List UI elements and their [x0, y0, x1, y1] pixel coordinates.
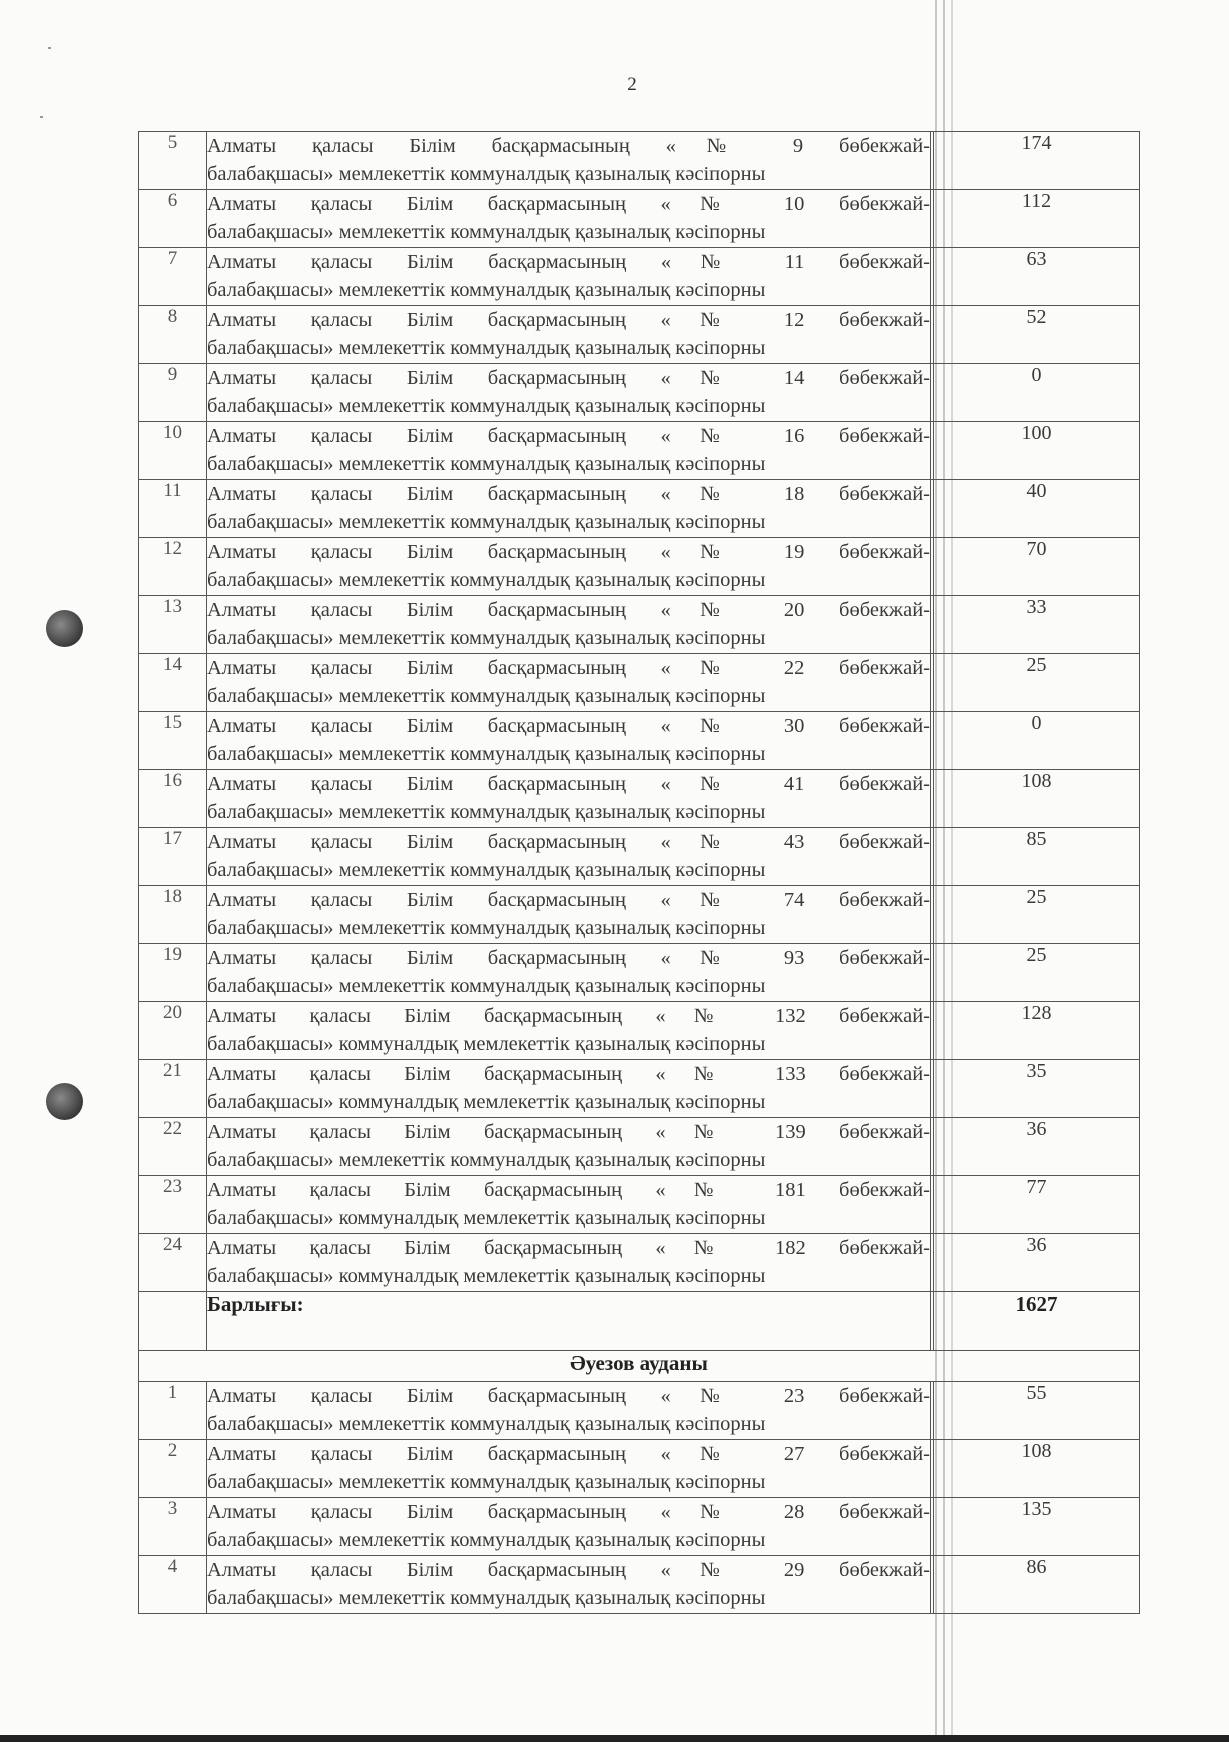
table-row — [139, 248, 1140, 306]
section-title: Әуезов ауданы — [139, 1351, 1140, 1382]
row-value: 85 — [934, 828, 1140, 886]
institution-name — [207, 422, 931, 480]
row-value: 108 — [934, 1440, 1140, 1498]
institution-name-line1: Алматы қаласы Білім басқармасының «№ 19 бөбекжай- — [207, 541, 930, 563]
institution-name-line1: Алматы қаласы Білім басқармасының «№ 14 бөбекжай- — [207, 367, 930, 389]
row-number: 3 — [139, 1498, 207, 1556]
institution-name-line2: балабақшасы» мемлекеттік коммуналдық қазыналық кәсіпорны — [207, 1149, 766, 1171]
institution-name-line1: Алматы қаласы Білім басқармасының «№ 9 бөбекжай- — [207, 135, 930, 157]
row-value: 40 — [934, 480, 1140, 538]
row-number: 13 — [139, 596, 207, 654]
table-row — [139, 1002, 1140, 1060]
total-num-cell — [139, 1292, 207, 1351]
institution-name-line1: Алматы қаласы Білім басқармасының «№ 28 бөбекжай- — [207, 1501, 930, 1523]
institution-name — [207, 712, 931, 770]
institution-name-line2: балабақшасы» коммуналдық мемлекеттік қазыналық кәсіпорны — [207, 1033, 766, 1055]
table-row — [139, 654, 1140, 712]
institution-name — [207, 1176, 931, 1234]
table-row — [139, 828, 1140, 886]
table-row — [139, 538, 1140, 596]
row-value: 36 — [934, 1118, 1140, 1176]
row-number: 22 — [139, 1118, 207, 1176]
institution-name-line1: Алматы қаласы Білім басқармасының «№ 93 бөбекжай- — [207, 947, 930, 969]
punch-hole — [46, 1083, 83, 1120]
row-value: 100 — [934, 422, 1140, 480]
row-value: 33 — [934, 596, 1140, 654]
institution-name — [207, 190, 931, 248]
row-value: 25 — [934, 944, 1140, 1002]
table-row — [139, 1176, 1140, 1234]
institution-name — [207, 770, 931, 828]
row-number: 10 — [139, 422, 207, 480]
row-value: 25 — [934, 886, 1140, 944]
table-row — [139, 886, 1140, 944]
row-value: 174 — [934, 132, 1140, 190]
row-value: 70 — [934, 538, 1140, 596]
scan-speck — [40, 116, 43, 118]
row-number: 24 — [139, 1234, 207, 1292]
row-number: 11 — [139, 480, 207, 538]
row-value: 35 — [934, 1060, 1140, 1118]
row-number: 2 — [139, 1440, 207, 1498]
institution-name — [207, 1498, 931, 1556]
institution-name-line2: балабақшасы» мемлекеттік коммуналдық қазыналық кәсіпорны — [207, 743, 766, 765]
institution-name-line1: Алматы қаласы Білім басқармасының «№ 23 бөбекжай- — [207, 1385, 930, 1407]
row-number: 7 — [139, 248, 207, 306]
institution-name-line1: Алматы қаласы Білім басқармасының «№ 133 бөбекжай- — [207, 1063, 930, 1085]
institution-name — [207, 596, 931, 654]
institution-name-line1: Алматы қаласы Білім басқармасының «№ 27 бөбекжай- — [207, 1443, 930, 1465]
institution-name-line1: Алматы қаласы Білім басқармасының «№ 11 бөбекжай- — [207, 251, 930, 273]
institution-name-line1: Алматы қаласы Білім басқармасының «№ 18 бөбекжай- — [207, 483, 930, 505]
institution-name-line1: Алматы қаласы Білім басқармасының «№ 139 бөбекжай- — [207, 1121, 930, 1143]
row-number: 20 — [139, 1002, 207, 1060]
table-row — [139, 132, 1140, 190]
row-number: 14 — [139, 654, 207, 712]
institution-name-line2: балабақшасы» мемлекеттік коммуналдық қазыналық кәсіпорны — [207, 627, 766, 649]
table-row — [139, 1118, 1140, 1176]
row-value: 108 — [934, 770, 1140, 828]
institution-name-line2: балабақшасы» мемлекеттік коммуналдық қазыналық кәсіпорны — [207, 1587, 766, 1609]
institution-name-line2: балабақшасы» мемлекеттік коммуналдық қазыналық кәсіпорны — [207, 1529, 766, 1551]
institution-name-line1: Алматы қаласы Білім басқармасының «№ 10 бөбекжай- — [207, 193, 930, 215]
institution-name — [207, 1440, 931, 1498]
institution-name-line1: Алматы қаласы Білім басқармасының «№ 43 бөбекжай- — [207, 831, 930, 853]
table-row — [139, 712, 1140, 770]
table-row — [139, 944, 1140, 1002]
row-number: 17 — [139, 828, 207, 886]
institution-name-line2: балабақшасы» коммуналдық мемлекеттік қазыналық кәсіпорны — [207, 1207, 766, 1229]
row-number: 21 — [139, 1060, 207, 1118]
institution-name-line2: балабақшасы» мемлекеттік коммуналдық қазыналық кәсіпорны — [207, 337, 766, 359]
institution-name-line2: балабақшасы» мемлекеттік коммуналдық қазыналық кәсіпорны — [207, 395, 766, 417]
row-value: 55 — [934, 1382, 1140, 1440]
table-row — [139, 1060, 1140, 1118]
institution-name — [207, 1556, 931, 1614]
table-row — [139, 422, 1140, 480]
table-row — [139, 306, 1140, 364]
row-value: 0 — [934, 712, 1140, 770]
table-row — [139, 1234, 1140, 1292]
table-row — [139, 1382, 1140, 1440]
row-value: 128 — [934, 1002, 1140, 1060]
row-number: 5 — [139, 132, 207, 190]
institution-name-line1: Алматы қаласы Білім басқармасының «№ 22 бөбекжай- — [207, 657, 930, 679]
institution-name-line2: балабақшасы» коммуналдық мемлекеттік қазыналық кәсіпорны — [207, 1265, 766, 1287]
institution-name-line2: балабақшасы» мемлекеттік коммуналдық қазыналық кәсіпорны — [207, 163, 766, 185]
institution-name — [207, 828, 931, 886]
institution-name — [207, 480, 931, 538]
institution-name — [207, 1002, 931, 1060]
page-number: 2 — [627, 74, 637, 95]
row-value: 77 — [934, 1176, 1140, 1234]
table-row — [139, 1498, 1140, 1556]
institution-name — [207, 1382, 931, 1440]
section-row — [139, 1351, 1140, 1382]
institution-name — [207, 364, 931, 422]
total-section — [139, 1292, 1140, 1382]
institution-name-line2: балабақшасы» мемлекеттік коммуналдық қазыналық кәсіпорны — [207, 975, 766, 997]
institution-name-line1: Алматы қаласы Білім басқармасының «№ 182 бөбекжай- — [207, 1237, 930, 1259]
row-value: 86 — [934, 1556, 1140, 1614]
row-value: 112 — [934, 190, 1140, 248]
institution-name-line2: балабақшасы» мемлекеттік коммуналдық қазыналық кәсіпорны — [207, 221, 766, 243]
punch-hole — [46, 610, 83, 647]
institution-name-line1: Алматы қаласы Білім басқармасының «№ 12 бөбекжай- — [207, 309, 930, 331]
table-row — [139, 596, 1140, 654]
institution-name — [207, 248, 931, 306]
institution-name-line2: балабақшасы» мемлекеттік коммуналдық қазыналық кәсіпорны — [207, 511, 766, 533]
institution-name-line1: Алматы қаласы Білім басқармасының «№ 181 бөбекжай- — [207, 1179, 930, 1201]
institution-name-line1: Алматы қаласы Білім басқармасының «№ 16 бөбекжай- — [207, 425, 930, 447]
institution-name-line2: балабақшасы» мемлекеттік коммуналдық қазыналық кәсіпорны — [207, 1413, 766, 1435]
institution-name-line1: Алматы қаласы Білім басқармасының «№ 30 бөбекжай- — [207, 715, 930, 737]
institution-name-line2: балабақшасы» мемлекеттік коммуналдық қазыналық кәсіпорны — [207, 859, 766, 881]
table-row — [139, 770, 1140, 828]
table-row — [139, 1440, 1140, 1498]
institution-name-line1: Алматы қаласы Білім басқармасының «№ 74 бөбекжай- — [207, 889, 930, 911]
row-number: 4 — [139, 1556, 207, 1614]
row-number: 23 — [139, 1176, 207, 1234]
institution-name — [207, 944, 931, 1002]
institution-name-line2: балабақшасы» мемлекеттік коммуналдық қазыналық кәсіпорны — [207, 685, 766, 707]
row-number: 15 — [139, 712, 207, 770]
table-row — [139, 364, 1140, 422]
table-row — [139, 480, 1140, 538]
row-value: 36 — [934, 1234, 1140, 1292]
institution-name-line2: балабақшасы» мемлекеттік коммуналдық қазыналық кәсіпорны — [207, 917, 766, 939]
institution-name — [207, 132, 931, 190]
row-value: 63 — [934, 248, 1140, 306]
institution-name — [207, 538, 931, 596]
row-number: 8 — [139, 306, 207, 364]
row-number: 16 — [139, 770, 207, 828]
group1-rows — [139, 132, 1140, 1292]
institution-name — [207, 306, 931, 364]
row-number: 18 — [139, 886, 207, 944]
total-value: 1627 — [934, 1292, 1140, 1351]
row-number: 6 — [139, 190, 207, 248]
row-value: 135 — [934, 1498, 1140, 1556]
institution-name-line1: Алматы қаласы Білім басқармасының «№ 20 бөбекжай- — [207, 599, 930, 621]
institution-name — [207, 1118, 931, 1176]
allocation-table — [138, 131, 1140, 1614]
table-row — [139, 1556, 1140, 1614]
institution-name-line2: балабақшасы» мемлекеттік коммуналдық қазыналық кәсіпорны — [207, 453, 766, 475]
institution-name-line1: Алматы қаласы Білім басқармасының «№ 41 бөбекжай- — [207, 773, 930, 795]
row-number: 12 — [139, 538, 207, 596]
row-number: 9 — [139, 364, 207, 422]
scan-bottom-edge — [0, 1735, 1229, 1742]
total-label: Барлығы: — [207, 1292, 931, 1351]
row-value: 0 — [934, 364, 1140, 422]
total-row — [139, 1292, 1140, 1351]
table-row — [139, 190, 1140, 248]
institution-name — [207, 1234, 931, 1292]
institution-name-line2: балабақшасы» мемлекеттік коммуналдық қазыналық кәсіпорны — [207, 1471, 766, 1493]
row-number: 1 — [139, 1382, 207, 1440]
row-number: 19 — [139, 944, 207, 1002]
institution-name-line2: балабақшасы» мемлекеттік коммуналдық қазыналық кәсіпорны — [207, 801, 766, 823]
institution-name — [207, 1060, 931, 1118]
group2-rows — [139, 1382, 1140, 1614]
scan-speck — [48, 47, 51, 49]
institution-name — [207, 654, 931, 712]
row-value: 52 — [934, 306, 1140, 364]
row-value: 25 — [934, 654, 1140, 712]
institution-name-line2: балабақшасы» мемлекеттік коммуналдық қазыналық кәсіпорны — [207, 279, 766, 301]
institution-name-line2: балабақшасы» коммуналдық мемлекеттік қазыналық кәсіпорны — [207, 1091, 766, 1113]
institution-name-line2: балабақшасы» мемлекеттік коммуналдық қазыналық кәсіпорны — [207, 569, 766, 591]
institution-name-line1: Алматы қаласы Білім басқармасының «№ 132 бөбекжай- — [207, 1005, 930, 1027]
institution-name — [207, 886, 931, 944]
institution-name-line1: Алматы қаласы Білім басқармасының «№ 29 бөбекжай- — [207, 1559, 930, 1581]
